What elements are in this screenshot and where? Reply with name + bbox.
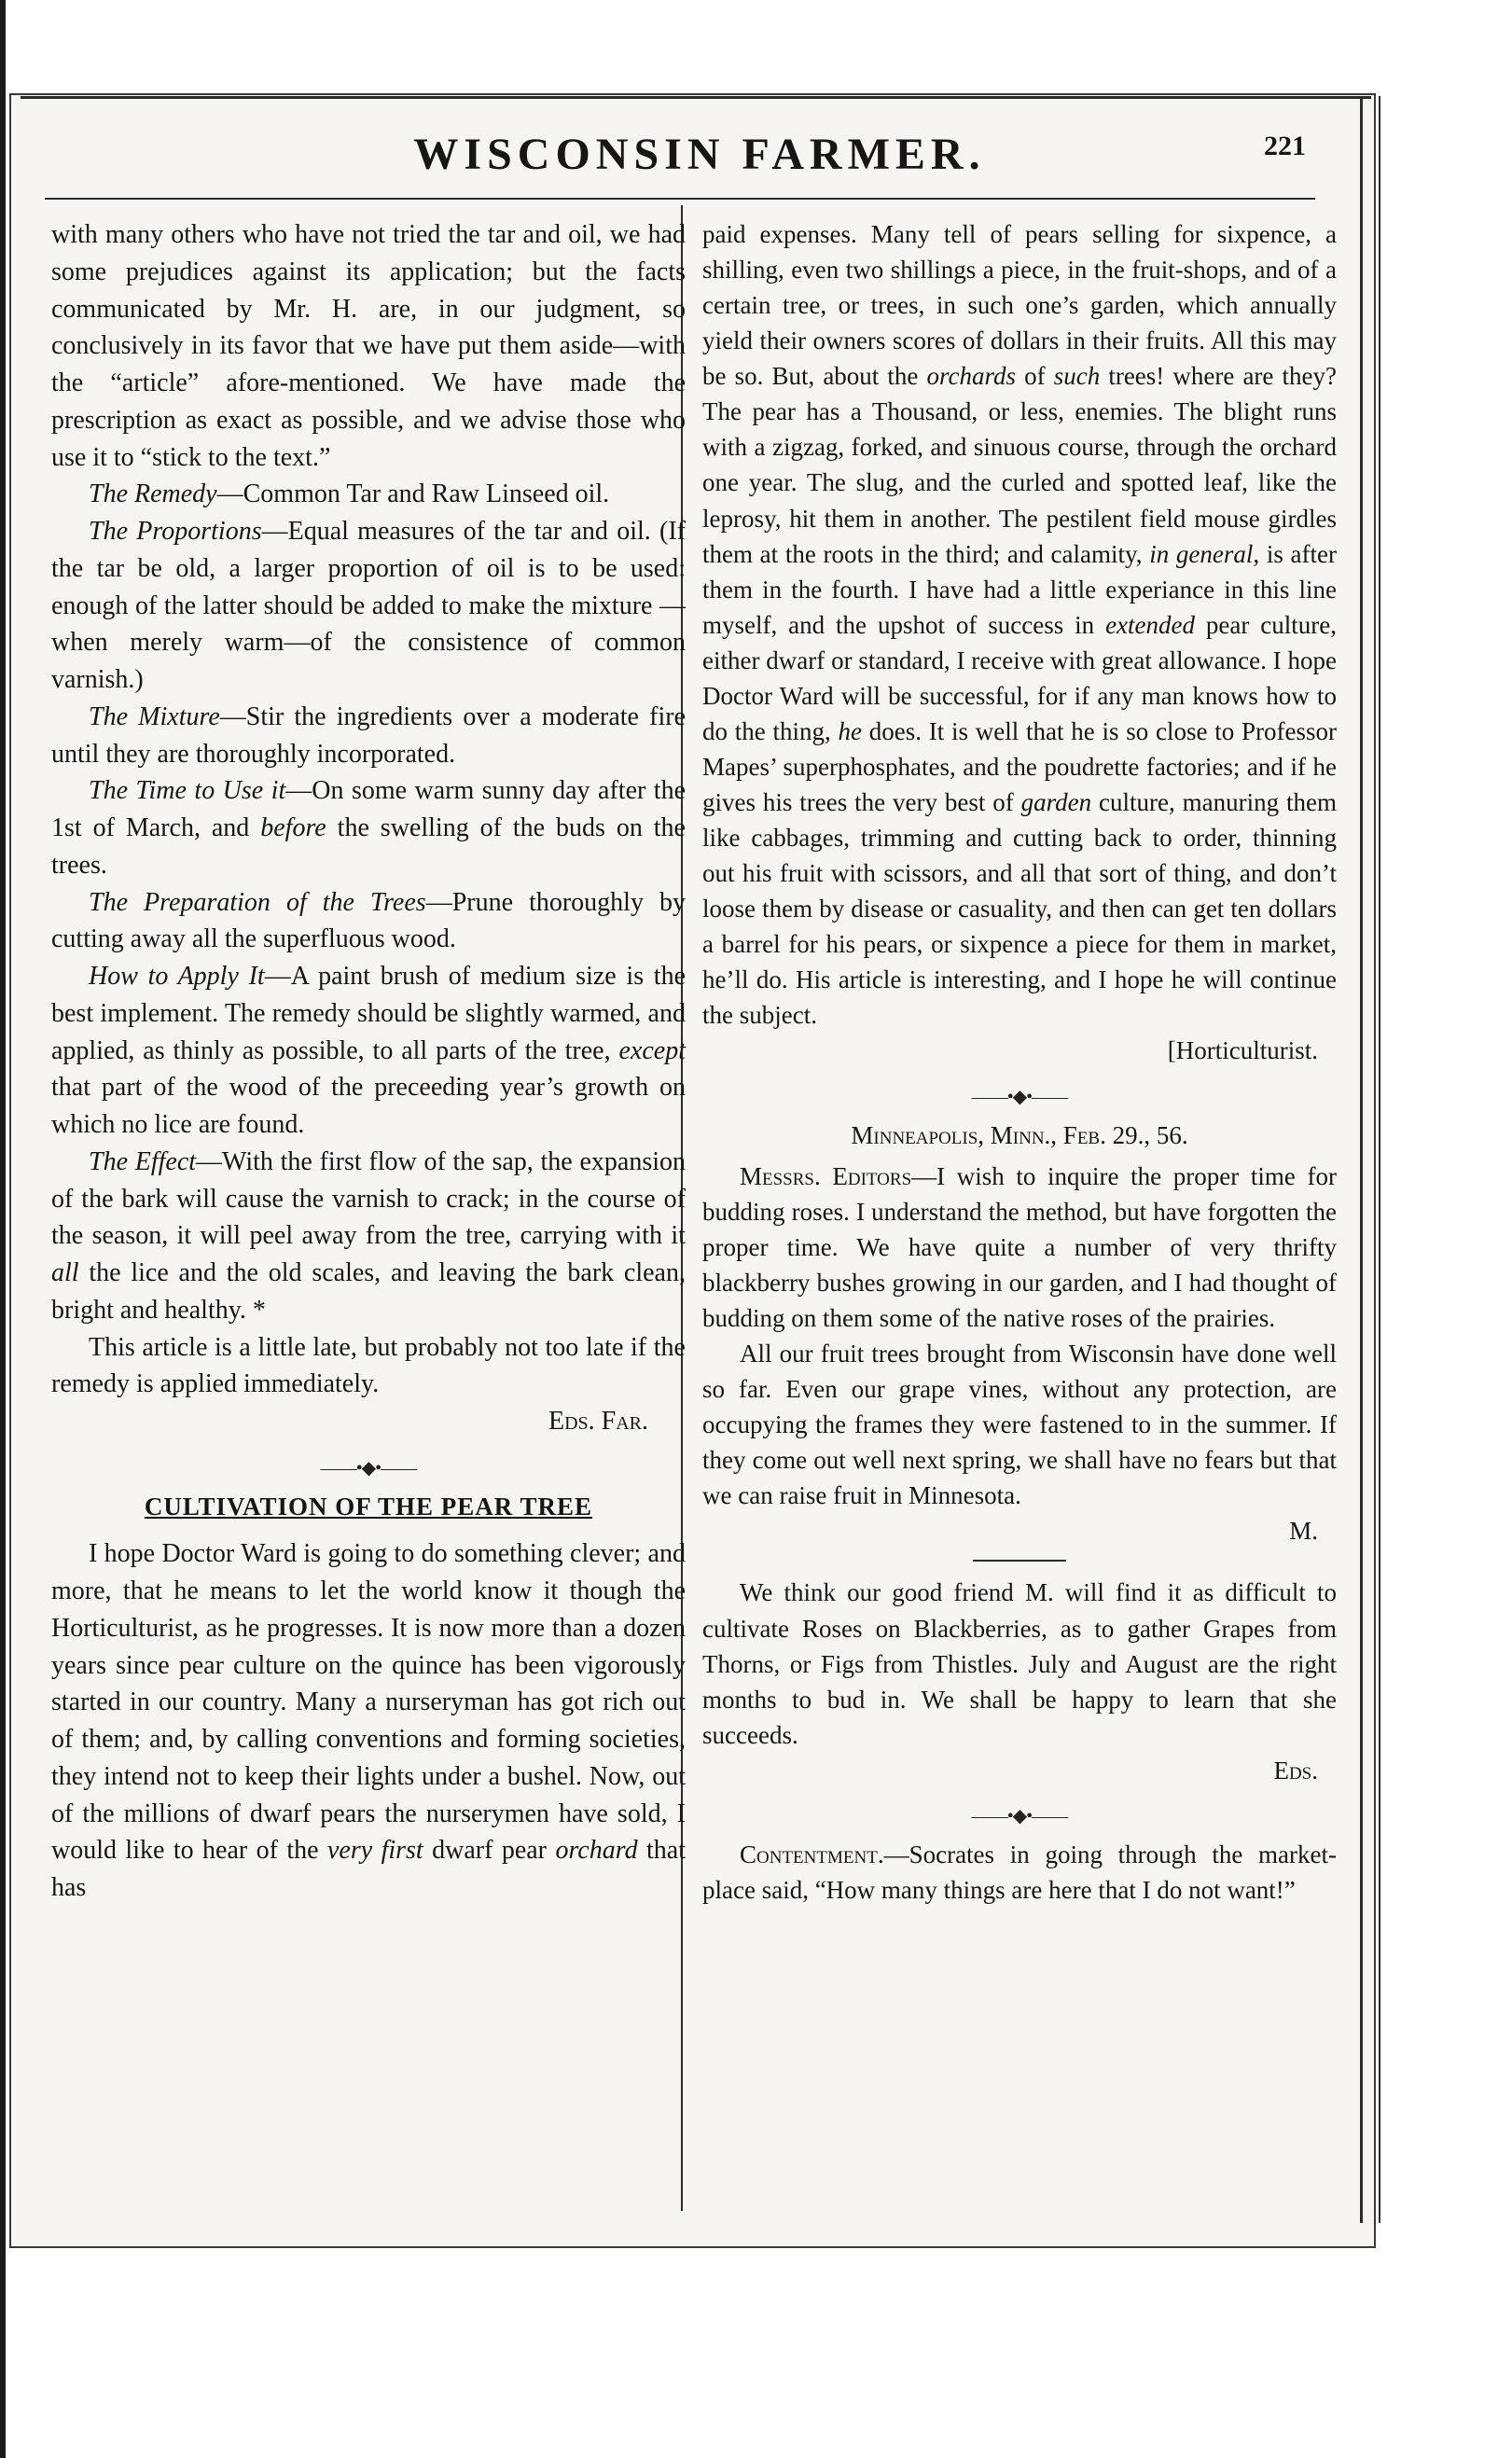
right-column (702, 216, 1337, 1908)
preparation-paragraph: The Preparation of the Trees—Prune thoroughly by cutting away all the superfluous wood. (51, 887, 686, 954)
letter-salutation: Messrs. Editors (740, 1161, 912, 1190)
page-header (56, 121, 1306, 187)
masthead-title: WISCONSIN FARMER. (413, 130, 986, 179)
mixture-paragraph: The Mixture—Stir the ingredients over a moderate fire until they are thoroughly incorporated. (51, 701, 686, 769)
section-ornament: ——•◆•—— (971, 1805, 1068, 1826)
letter-signature: M. (1289, 1517, 1318, 1546)
section-title: CULTIVATION OF THE PEAR TREE (144, 1493, 593, 1521)
proportions-label: The Proportions (89, 517, 262, 546)
time-label: The Time to Use it (89, 776, 286, 806)
time-paragraph: The Time to Use it—On some warm sunny day after the 1st of March, and before the swelling of the buds on the trees. (51, 776, 686, 880)
section-ornament: ——•◆•—— (971, 1086, 1068, 1107)
letter-paragraph-1: Messrs. Editors—I wish to inquire the proper time for budding roses. I understand the method, but have forgotten the proper time. We have quite a number of very thrifty blackberry bushes growing in our garden, and I had thought of budding on them some of the native roses of the prairies. (702, 1161, 1337, 1332)
letter-paragraph-2: All our fruit trees brought from Wisconsin have done well so far. Even our grape vines, without any protection, are occupying the frames they were fastened to in the summer. If they come out well next spring, we shall have no fears but that we can raise fruit in Minnesota. (702, 1340, 1337, 1510)
intro-paragraph: with many others who have not tried the tar and oil, we had some prejudices against its application; but the facts communicated by Mr. H. are, in our judgment, so conclusively in its favor that we have put them aside—with the “article” afore-mentioned. We have made the prescription as exact as possible, and we advise those who use it to “stick to the text.” (51, 220, 686, 472)
apply-paragraph: How to Apply It—A paint brush of medium size is the best implement. The remedy should be slightly warmed, and applied, as thinly as possible, to all parts of the tree, except that part of the wood of the preceeding year’s growth on which no lice are found. (51, 962, 687, 1139)
effect-label: The Effect (89, 1146, 197, 1176)
remedy-paragraph: The Remedy—Common Tar and Raw Linseed oil. (89, 479, 610, 509)
mixture-label: The Mixture (89, 701, 220, 731)
left-column (51, 216, 686, 1907)
late-note-paragraph: This article is a little late, but probably not too late if the remedy is applied immediately. (51, 1332, 686, 1399)
short-rule (973, 1560, 1066, 1562)
pear-paragraph: I hope Doctor Ward is going to do something clever; and more, that he means to let the world know it though the Horticulturist, as he progresses. It is now more than a dozen years since pear culture on the quince has been vigorously started in our country. Many a nurseryman has got rich out of them; and, by calling conventions and forming societies, they intend not to keep their lights under a bushel. Now, out of the millions of dwarf pears the nurserymen have sold, I would like to hear of the very first dwarf pear orchard that has (51, 1539, 686, 1903)
apply-label: How to Apply It (89, 962, 265, 991)
footnote-mark: * (252, 1295, 266, 1325)
horticulturist-credit: [Horticulturist. (1167, 1036, 1318, 1065)
editors-signature: Eds. Far. (548, 1407, 648, 1436)
proportions-paragraph: The Proportions—Equal measures of the tar and oil. (If the tar be old, a larger proportion of oil is to be used: enough of the latter should be added to make the mixture —when merely warm—of the consistence of common varnish.) (51, 517, 687, 694)
contentment-label: Contentment. (740, 1840, 884, 1868)
right-border-rule (1360, 96, 1363, 2223)
editors-reply: We think our good friend M. will find it as difficult to cultivate Roses on Blackberries, as to gather Grapes from Thorns, or Figs from Thistles. July and August are the right months to bud in. We shall be happy to learn that she succeeds. (702, 1578, 1337, 1749)
header-rule (45, 198, 1315, 200)
pear-continuation: paid expenses. Many tell of pears selling for sixpence, a shilling, even two shillings a piece, in the fruit-shops, and of a certain tree, or trees, in such one’s garden, which annually yield their owners scores of dollars in their fruits. All this may be so. But, about the orchards of such trees! where are they? The pear has a Thousand, or less, enemies. The blight runs with a zigzag, forked, and sinuous course, through the orchard one year. The slug, and the curled and spotted leaf, like the leprosy, hit them in another. The pestilent field mouse girdles them at the roots in the third; and calamity, in general, is after them in the fourth. I have had a little experiance in this line myself, and the upshot of success in extended pear culture, either dwarf or standard, I receive with great allowance. I hope Doctor Ward will be successful, for if any man knows how to do the thing, he does. It is well that he is so close to Professor Mapes’ superphosphates, and the poudrette factories; and if he gives his trees the very best of garden culture, manuring them like cabbages, trimming and cutting back to order, thinning out his fruit with scissors, and all that sort of thing, and don’t loose them by disease or casuality, and then can get ten dollars a barrel for his pears, or sixpence a piece for them in market, he’ll do. His article is interesting, and I hope he will continue the subject. (702, 220, 1337, 1030)
right-border-rule-outer (1379, 96, 1380, 2223)
section-ornament: ——•◆•—— (320, 1457, 417, 1479)
scan-edge (0, 0, 6, 2458)
letter-dateline: Minneapolis, Minn., Feb. 29., 56. (851, 1120, 1188, 1149)
page-number: 221 (1264, 131, 1306, 161)
remedy-label: The Remedy (89, 479, 217, 509)
contentment-paragraph: Contentment.—Socrates in going through the market-place said, “How many things are here that I do not want!” (702, 1840, 1337, 1905)
reply-signature: Eds. (1273, 1756, 1318, 1784)
effect-paragraph: The Effect—With the first flow of the sap, the expansion of the bark will cause the varnish to crack; in the course of the season, it will peel away from the tree, carrying with it all the lice and the old scales, and leaving the bark clean, bright and healthy. * (51, 1146, 686, 1325)
preparation-label: The Preparation of the Trees (89, 887, 426, 917)
top-border-rule (21, 96, 1371, 99)
